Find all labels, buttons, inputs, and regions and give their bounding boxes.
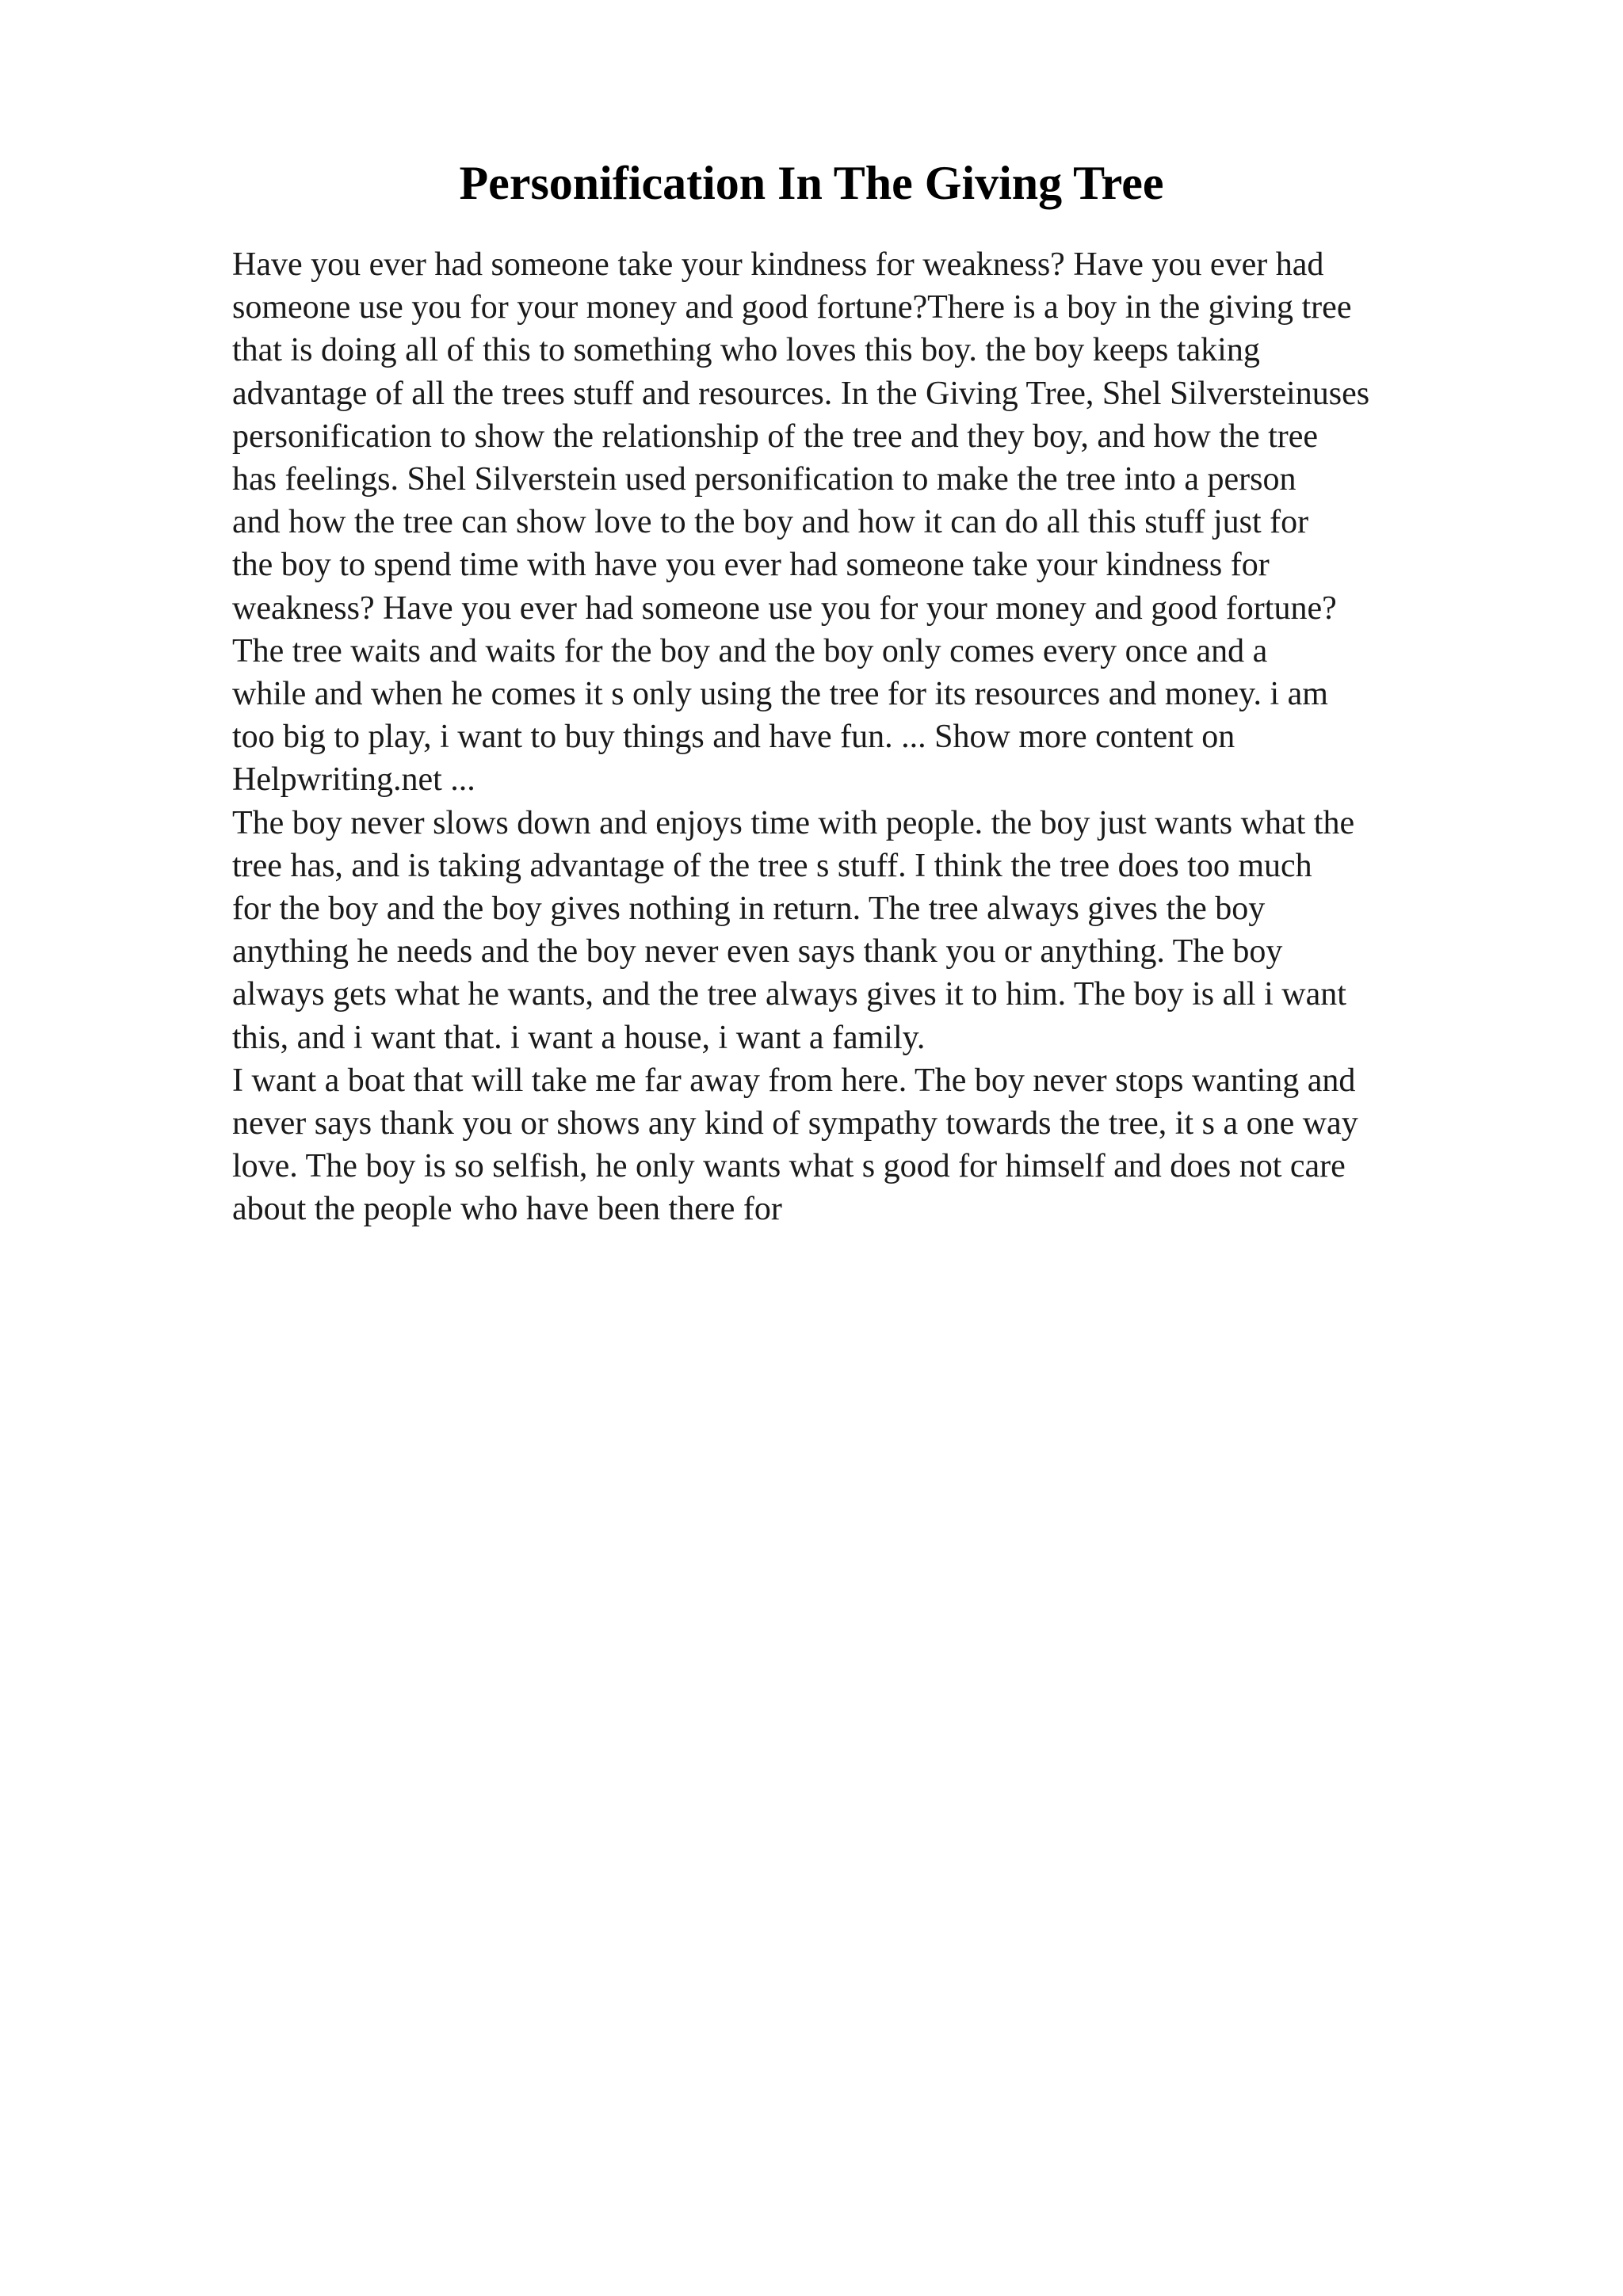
text-line: Have you ever had someone take your kindness for weakness? Have you ever had — [232, 246, 1324, 283]
text-line: too big to play, i want to buy things and have fun. ... Show more content on — [232, 719, 1235, 756]
text-line: never says thank you or shows any kind of sympathy towards the tree, it s a one way — [232, 1105, 1358, 1142]
text-line: that is doing all of this to something who loves this boy. the boy keeps taking — [232, 332, 1260, 369]
text-line: for the boy and the boy gives nothing in return. The tree always gives the boy — [232, 891, 1266, 928]
text-line: love. The boy is so selfish, he only wants what s good for himself and does not care — [232, 1148, 1346, 1185]
text-line: The tree waits and waits for the boy and the boy only comes every once and a — [232, 632, 1268, 669]
text-line: this, and i want that. i want a house, i want a family. — [232, 1019, 926, 1056]
text-line: advantage of all the trees stuff and resources. In the Giving Tree, Shel Silversteinuses — [232, 375, 1370, 412]
text-line: I want a boat that will take me far away from here. The boy never stops wanting and — [232, 1062, 1356, 1099]
text-line: tree has, and is taking advantage of the tree s stuff. I think the tree does too much — [232, 847, 1312, 884]
document-body — [232, 243, 1500, 1231]
text-line: the boy to spend time with have you ever had someone take your kindness for — [232, 547, 1270, 584]
document-title: Personification In The Giving Tree — [459, 157, 1164, 209]
text-line: someone use you for your money and good fortune?There is a boy in the giving tree — [232, 289, 1352, 326]
paragraph-1 — [232, 243, 1500, 802]
text-line: always gets what he wants, and the tree always gives it to him. The boy is all i want — [232, 976, 1346, 1013]
text-line: about the people who have been there for — [232, 1191, 782, 1228]
paragraph-2 — [232, 802, 1500, 1059]
text-line: personification to show the relationship of the tree and they boy, and how the tree — [232, 418, 1319, 455]
text-line: weakness? Have you ever had someone use you for your money and good fortune? — [232, 589, 1337, 627]
text-line: anything he needs and the boy never even says thank you or anything. The boy — [232, 933, 1283, 971]
text-line: The boy never slows down and enjoys time with people. the boy just wants what the — [232, 804, 1355, 841]
text-line: has feelings. Shel Silverstein used personification to make the tree into a person — [232, 461, 1296, 498]
paragraph-3 — [232, 1059, 1500, 1231]
text-line: while and when he comes it s only using the tree for its resources and money. i am — [232, 676, 1328, 713]
text-line: and how the tree can show love to the boy and how it can do all this stuff just for — [232, 504, 1309, 541]
text-line: Helpwriting.net ... — [232, 761, 475, 799]
